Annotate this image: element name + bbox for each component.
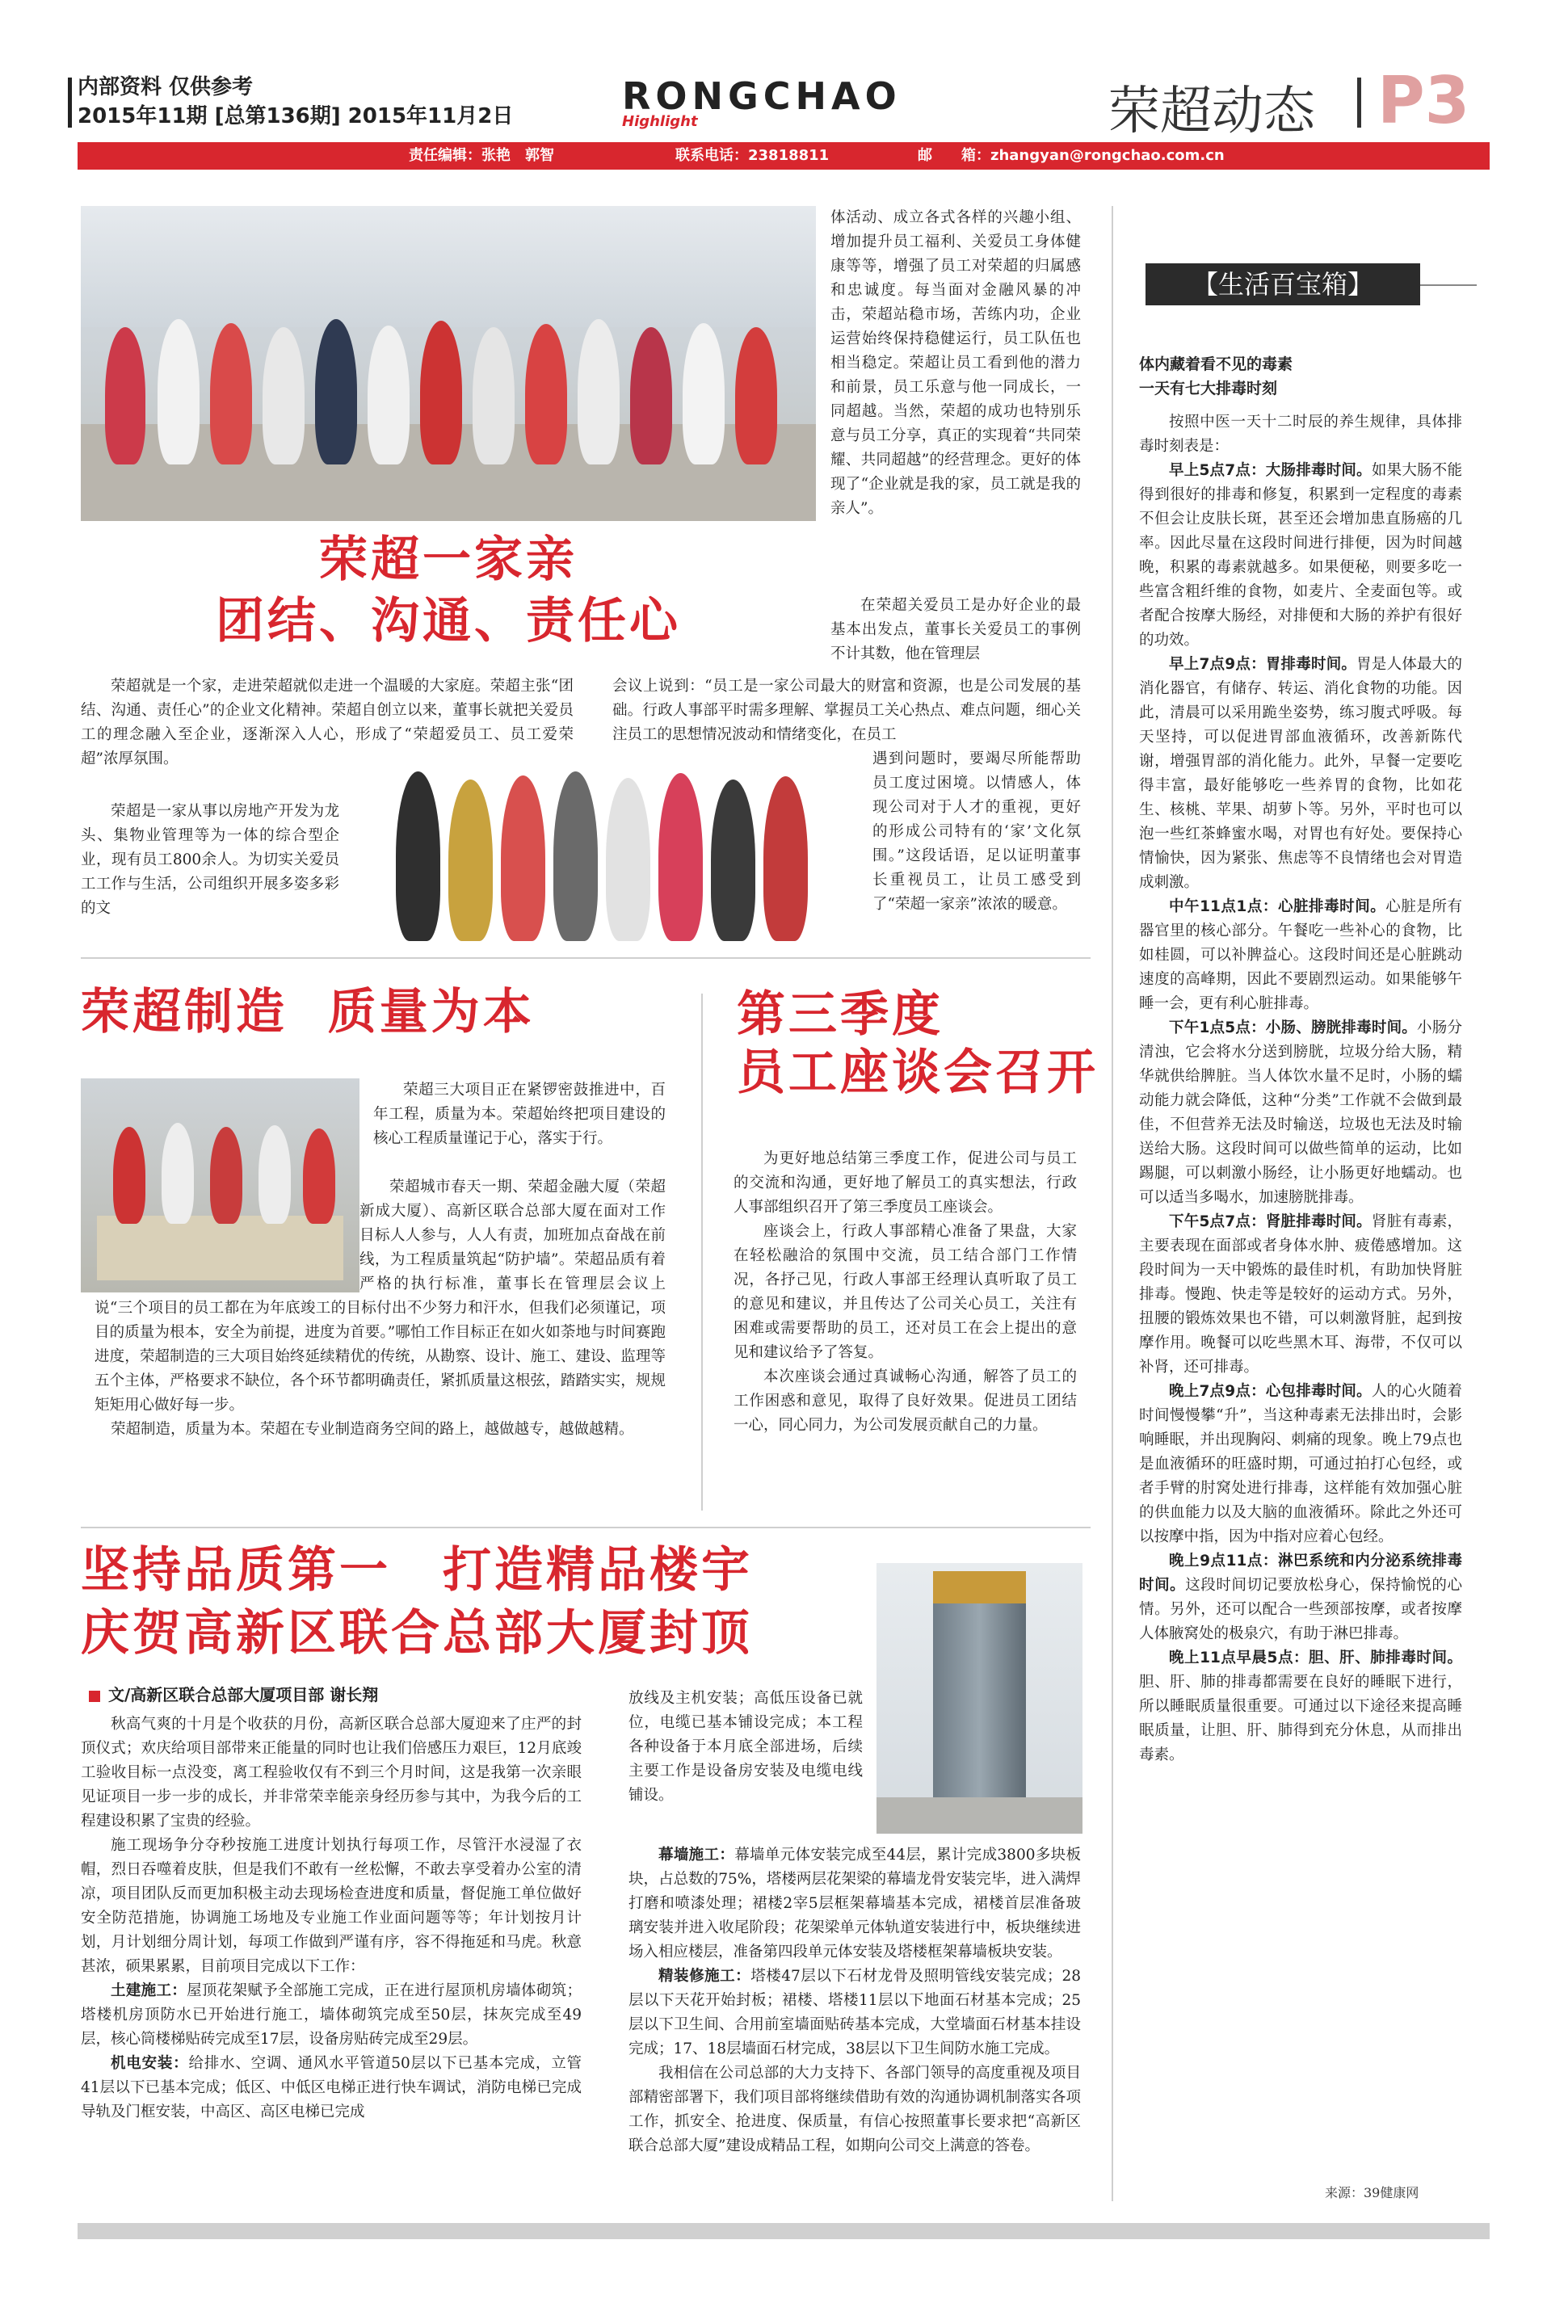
sidebar-item-key: 下午5点7点：肾脏排毒时间。 — [1169, 1213, 1372, 1230]
article2-para: 荣超三大项目正在紧锣密鼓推进中，百年工程，质量为本。荣超始终把项目建设的核心工程质量谨记于心，落实于行。 — [373, 1082, 666, 1147]
sidebar-item-key: 早上7点9点：胃排毒时间。 — [1169, 656, 1357, 673]
divider — [81, 957, 1091, 959]
article4-para: 屋顶花架赋予全部施工完成，正在进行屋顶机房墙体砌筑；塔楼机房顶防水已开始进行施工，墙体砌筑完成至50层，抹灰完成至49层，核心筒楼梯贴砖完成至17层，设备房贴砖完成至29层。 — [81, 1982, 582, 2048]
article3-body — [734, 1147, 1077, 1438]
sidebar-item — [1139, 1646, 1462, 1767]
header-left-bar — [68, 78, 72, 128]
article4-para: 幕墙单元体安装完成至44层，累计完成3800多块板块，占总数的75%，塔楼两层花架梁的幕墙龙骨安装完毕，进入满焊打磨和喷漆处理；裙楼2宰5层框架幕墙基本完成，裙楼首层准备玻璃安装并进入收尾阶段；花架梁单元体轨道安装进行中，板块继续进场入相应楼层，准备第四段单元体安装及塔楼框架幕墙板块安装。 — [628, 1847, 1081, 1960]
sidebar-item-key: 晚上7点9点：心包排毒时间。 — [1169, 1383, 1372, 1400]
photo-person — [263, 327, 305, 464]
article4-para: 我相信在公司总部的大力支持下、各部门领导的高度重视及项目部精密部署下，我们项目部将继续借助有效的沟通协调机制落实各项工作，抓安全、抢进度、保质量，有信心按照董事长要求把“高新区联合总部大厦”建设成精品工程，如期向公司交上满意的答卷。 — [628, 2065, 1081, 2154]
article1-para: 在荣超关爱员工是办好企业的最基本出发点，董事长关爱员工的事例不计其数，他在管理层 — [830, 597, 1081, 662]
article4-para: 秋高气爽的十月是个收获的月份，高新区联合总部大厦迎来了庄严的封顶仪式；欢庆给项目部带来正能量的同时也让我们倍感压力艰巨，12月底竣工验收目标一点没变，离工程验收仅有不到三个月时间，这是我第一次亲眼见证项目一步一步的成长，并非常荣幸能亲身经历参与其中，为我今后的工程建设积累了宝贵的经验。 — [81, 1716, 582, 1830]
article1-col-right — [830, 206, 1081, 521]
sidebar-body — [1139, 410, 1462, 1767]
photo-person — [711, 780, 755, 941]
article1-title-line1: 荣超一家亲 — [319, 532, 578, 588]
article4-key: 精装修施工： — [658, 1968, 751, 1985]
article3-title-line2: 员工座谈会召开 — [737, 1044, 1099, 1101]
brand-sub: Highlight — [622, 113, 698, 130]
group-photo-outing — [347, 763, 864, 945]
sidebar-item-key: 晚上9点11点：淋巴系统和内分泌系统排毒时间。 — [1139, 1553, 1462, 1594]
article1-para: 荣超就是一个家，走进荣超就似走进一个温暖的大家庭。荣超主张“团结、沟通、责任心”的企业文化精神。荣超自创立以来，董事长就把关爱员工的理念融入至企业，逐渐深入人心，形成了“荣超爱员工、员工爱荣超”浓厚氛围。 — [81, 678, 574, 767]
photo-person — [630, 327, 672, 464]
article1-col-right2 — [830, 594, 1081, 666]
photo-tower — [933, 1571, 1026, 1822]
article3-para: 座谈会上，行政人事部精心准备了果盘，大家在轻松融洽的氛围中交流，员工结合部门工作情况，各抒己见，行政人事部王经理认真听取了员工的意见和建议，并且传达了公司关心员工，关注有困难或需要帮助的员工，还对员工在会上提出的意见和建议给予了答复。 — [734, 1223, 1077, 1361]
section-title: 荣超动态 — [1108, 82, 1315, 141]
photo-tower-top — [933, 1571, 1026, 1603]
issue-info — [78, 73, 513, 131]
divider — [81, 1527, 1091, 1528]
contact-email: 邮 箱：zhangyan@rongchao.com.cn — [918, 147, 1225, 164]
photo-ground — [876, 1797, 1082, 1834]
page-number: P3 — [1377, 63, 1470, 138]
article4-byline — [89, 1682, 378, 1705]
article1-col-mid2 — [872, 747, 1081, 917]
sidebar-item-text: 肾脏有毒素，主要表现在面部或者身体水肿、疲倦感增加。这段时间为一天中锻炼的最佳时机，有助加快肾脏排毒。慢跑、快走等是较好的运动方式。另外，扭腰的锻炼效果也不错，可以刺激肾脏，起到按摩作用。晚餐可以吃些黑木耳、海带，不仅可以补肾，还可排毒。 — [1139, 1213, 1462, 1376]
byline-square-icon — [89, 1691, 100, 1702]
sidebar-item-text: 这段时间切记要放松身心，保持愉悦的心情。另外，还可以配合一些颈部按摩，或者按摩人体腋窝处的极泉穴，有助于淋巴排毒。 — [1139, 1577, 1462, 1642]
contact-phone: 联系电话：23818811 — [675, 147, 830, 164]
sidebar-item-key: 晚上11点早晨5点：胆、肝、肺排毒时间。 — [1169, 1649, 1462, 1666]
article4-title-line1: 坚持品质第一 打造精品楼宇 — [81, 1542, 753, 1599]
article1-headline — [81, 529, 816, 652]
brand-logo — [622, 74, 902, 130]
article4-key: 机电安装： — [111, 2055, 189, 2072]
sidebar-item — [1139, 1549, 1462, 1646]
sidebar-item-key: 中午11点1点：心脏排毒时间。 — [1169, 898, 1386, 915]
sidebar-item-text: 如果大肠不能得到很好的排毒和修复，积累到一定程度的毒素不但会让皮肤长斑，甚至还会增加患直肠癌的几率。因此尽量在这段时间进行排便，因为时间越晚，积累的毒素就越多。如果便秘，则要多吃一些富含粗纤维的食物，如麦片、全麦面包等。或者配合按摩大肠经，对排便和大肠的养护有很好的功效。 — [1139, 462, 1462, 649]
article4-key: 土建施工： — [111, 1982, 187, 1999]
internal-note: 内部资料 仅供参考 — [78, 75, 254, 99]
article4-para: 放线及主机安装；高低压设备已就位，电缆已基本铺设完成；本工程各种设备于本月底全部进场，后续主要工作是设备房安装及电缆电线铺设。 — [628, 1690, 863, 1804]
article2-p1 — [373, 1078, 666, 1151]
footer-bar — [78, 2223, 1490, 2239]
photo-person — [396, 771, 440, 941]
sidebar-item — [1139, 459, 1462, 653]
photo-person — [658, 773, 703, 941]
editor-bar — [78, 142, 1490, 170]
sidebar-item-text: 胃是人体最大的消化器官，有储存、转运、消化食物的功能。因此，清晨可以采用跪坐姿势，练习腹式呼吸。每天坚持，可以促进胃部血液循环，改善新陈代谢，增强胃部的消化能力。此外，早餐一定要吃得丰富，最好能够吃一些养胃的食物，比如花生、核桃、苹果、胡萝卜等。另外，平时也可以泡一些红茶蜂蜜水喝，对胃也有好处。要保持心情愉快，因为紧张、焦虑等不良情绪也会对胃造成刺激。 — [1139, 656, 1462, 891]
sidebar-head-line2: 一天有七大排毒时刻 — [1139, 380, 1278, 397]
article2-main — [81, 1175, 666, 1442]
article1-para: 体活动、成立各式各样的兴趣小组、增加提升员工福利、关爱员工身体健康等等，增强了员工对荣超的归属感和忠诚度。每当面对金融风暴的冲击，荣超站稳市场，苦练内功，企业运营始终保持稳健运行，员工队伍也相当稳定。荣超让员工看到他的潜力和前景，员工乐意与他一同成长，一同超越。当然，荣超的成功也特别乐意与员工分享，真正的实现着“共同荣耀、共同超越”的经营理念。更好的体现了“企业就是我的家，员工就是我的亲人”。 — [830, 209, 1081, 517]
article4-title-line2: 庆贺高新区联合总部大厦封顶 — [81, 1605, 753, 1662]
sidebar-item — [1139, 1210, 1462, 1380]
article4-byline-text: 文/高新区联合总部大厦项目部 谢长翔 — [108, 1685, 379, 1704]
photo-person — [683, 323, 725, 464]
sidebar-head-line1: 体内藏着看不见的毒素 — [1139, 355, 1293, 373]
article4-para: 施工现场争分夺秒按施工进度计划执行每项工作，尽管汗水浸湿了衣帽，烈日吞噬着皮肤，但是我们不敢有一丝松懈，不敢去享受着办公室的清凉，项目团队反而更加积极主动去现场检查进度和质量，督促施工单位做好安全防范措施，协调施工场地及专业施工作业面问题等等；年计划按月计划，月计划细分周计划，每项工作做到严谨有序，容不得拖延和马虎。秋意甚浓，硕果累累，目前项目完成以下工作： — [81, 1837, 582, 1975]
sidebar-intro: 按照中医一天十二时辰的养生规律，具体排毒时刻表是： — [1139, 414, 1462, 455]
sidebar-item — [1139, 653, 1462, 895]
photo-person — [448, 780, 493, 941]
sidebar-item-text: 胆、肝、肺的排毒都需要在良好的睡眠下进行，所以睡眠质量很重要。可通过以下途径来提高睡眠质量，让胆、肝、肺得到充分休息，从而排出毒素。 — [1139, 1674, 1462, 1763]
article3-title-line1: 第三季度 — [737, 986, 944, 1043]
brand-name: RONGCHAO — [622, 74, 902, 118]
article4-para: 塔楼47层以下石材龙骨及照明管线安装完成；28层以下天花开始封板；裙楼、塔楼11层以下地面石材基本完成；25层以下卫生间、合用前室墙面贴砖基本完成，大堂墙面石材基本挂设完成；17、18层墙面石材完成，38层以下卫生间防水施工完成。 — [628, 1968, 1081, 2057]
article4-key: 幕墙施工： — [658, 1847, 735, 1864]
sidebar-divider — [1112, 206, 1113, 2201]
editor-names: 责任编辑：张艳 郭智 — [409, 147, 554, 164]
group-photo-site-visit — [81, 206, 816, 521]
photo-person — [735, 327, 777, 464]
sidebar-item-text: 小肠分清浊，它会将水分送到膀胱，垃圾分给大肠，精华就供给脾脏。当人体饮水量不足时，小肠的蠕动能力就会降低，这种“分类”工作就不会做到最佳，不但营养无法及时输送，垃圾也无法及时输送给大肠。这段时间可以做些简单的运动，比如踢腿，可以刺激小肠经，让小肠更好地蠕动。也可以适当多喝水，加速膀胱排毒。 — [1139, 1019, 1462, 1206]
article1-para: 会议上说到：“员工是一家公司最大的财富和资源，也是公司发展的基础。行政人事部平时需多理解、掌握员工关心热点、难点问题，细心关注员工的思想情况波动和情绪变化，在员工 — [612, 678, 1081, 743]
article4-para: 给排水、空调、通风水平管道50层以下已基本完成，立管41层以下已基本完成；低区、中低区电梯正进行快车调试，消防电梯已完成导轨及门框安装，中高区、高区电梯已完成 — [81, 2055, 582, 2120]
photo-person — [158, 319, 200, 464]
photo-person — [525, 324, 567, 464]
photo-person — [763, 776, 808, 941]
sidebar-item-key: 早上5点7点：大肠排毒时间。 — [1169, 462, 1372, 479]
article1-col1 — [81, 675, 574, 771]
sidebar-item-text: 人的心火随着时间慢慢攀“升”，当这种毒素无法排出时，会影响睡眠，并出现胸闷、刺痛的现象。晚上79点也是血液循环的旺盛时期，可通过拍打心包经，或者手臂的肘窝处进行排毒，这样能有效加强心脏的供血能力以及大脑的血液循环。除此之外还可以按摩中指，因为中指对应着心包经。 — [1139, 1383, 1462, 1545]
article3-para: 为更好地总结第三季度工作，促进公司与员工的交流和沟通，更好地了解员工的真实想法，行政人事部组织召开了第三季度员工座谈会。 — [734, 1150, 1077, 1216]
article3-headline — [737, 985, 1099, 1102]
article3-para: 本次座谈会通过真诚畅心沟通，解答了员工的工作困惑和意见，取得了良好效果。促进员工团结一心，同心同力，为公司发展贡献自己的力量。 — [734, 1368, 1077, 1434]
divider — [701, 994, 703, 1511]
photo-person — [368, 326, 410, 464]
article4-col1 — [81, 1713, 582, 2124]
photo-person — [501, 775, 545, 941]
photo-person — [473, 327, 515, 464]
photo-person — [105, 327, 145, 464]
sidebar-item — [1139, 895, 1462, 1016]
sidebar-item-key: 下午1点5点：小肠、膀胱排毒时间。 — [1169, 1019, 1418, 1036]
sidebar-headline — [1139, 352, 1462, 401]
photo-person — [420, 321, 462, 464]
article2-para: 荣超城市春天一期、荣超金融大厦（荣超新成大厦）、高新区联合总部大厦在面对工作目标人人参与，人人有责，加班加点奋战在前线，为工程质量筑起“防护墙”。荣超品质有着严格的执行标准，董事长在管理层会议上说“三个项目的员工都在为年底竣工的目标付出不少努力和汗水，但我们必须谨记，项目的质量为根本，安全为前提，进度为首要。”哪怕工作目标正在如火如荼地与时间赛跑进度，荣超制造的三大项目始终延续精优的传统，从勘察、设计、施工、建设、监理等五个主体，严格要求不缺位，各个环节都明确责任，紧抓质量这根弦，踏踏实实，规规矩矩用心做好每一步。 — [95, 1179, 666, 1414]
photo-person — [553, 771, 598, 941]
sidebar-item — [1139, 1380, 1462, 1549]
article4-headline — [81, 1539, 753, 1665]
building-photo — [876, 1563, 1082, 1834]
photo-person — [315, 319, 357, 464]
issue-date: 2015年11期 [总第136期] 2015年11月2日 — [78, 104, 514, 128]
article1-para: 荣超是一家从事以房地产开发为龙头、集物业管理等为一体的综合型企业，现有员工800余人。为切实关爱员工工作与生活，公司组织开展多姿多彩的文 — [81, 803, 339, 917]
article1-title-line2: 团结、沟通、责任心 — [216, 593, 681, 649]
page-separator — [1357, 78, 1361, 128]
article1-col-mid — [612, 675, 1081, 747]
photo-window-wall — [81, 206, 816, 327]
sidebar-item-text: 心脏是所有器官里的核心部分。午餐吃一些补心的食物，比如桂圆，可以补脾益心。这段时间还是心脏跳动速度的高峰期，因此不要剧烈运动。如果能够午睡一会，更有利心脏排毒。 — [1139, 898, 1462, 1012]
article2-title: 荣超制造 质量为本 — [81, 984, 535, 1040]
article4-col2 — [628, 1843, 1081, 2158]
article1-col1b — [81, 800, 339, 921]
photo-person — [606, 778, 650, 941]
photo-person — [578, 319, 620, 464]
sidebar-source: 来源：39健康网 — [1325, 2185, 1419, 2200]
sidebar-title: 【生活百宝箱】 — [1146, 263, 1420, 305]
article4-col2-top — [628, 1687, 863, 1808]
article1-para: 遇到问题时，要竭尽所能帮助员工度过困境。以情感人，体现公司对于人才的重视，更好的形成公司特有的‘家’文化氛围。”这段话语，足以证明董事长重视员工，让员工感受到了“荣超一家亲”浓浓的暖意。 — [872, 750, 1081, 913]
sidebar-item — [1139, 1016, 1462, 1210]
article2-float — [81, 1175, 359, 1296]
photo-person — [210, 323, 252, 464]
article2-para: 荣超制造，质量为本。荣超在专业制造商务空间的路上，越做越专，越做越精。 — [111, 1421, 634, 1438]
